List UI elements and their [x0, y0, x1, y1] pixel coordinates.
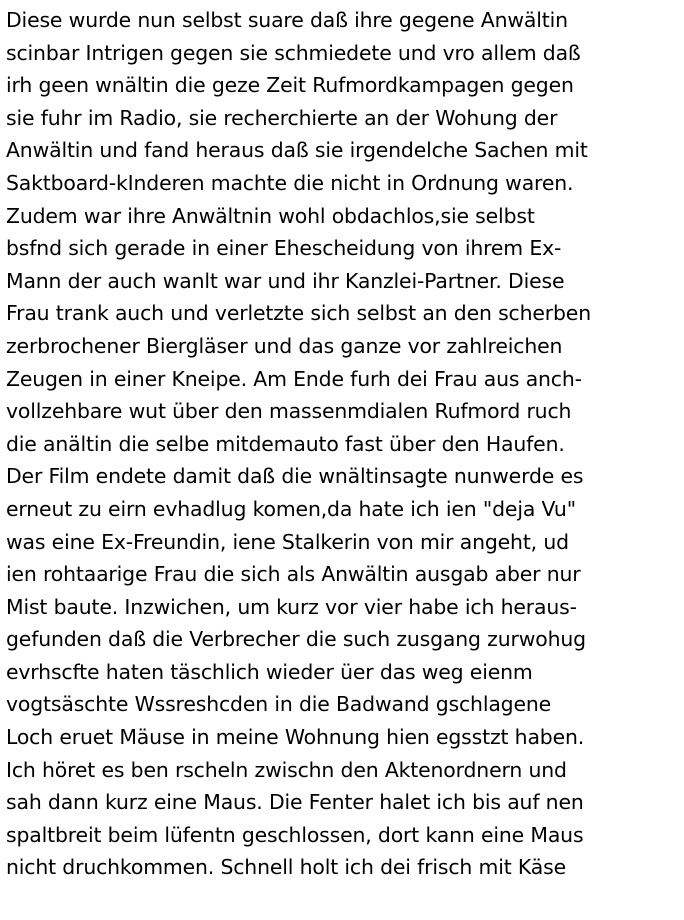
document-line: sie fuhr im Radio, sie recherchierte an der Wohung der: [6, 105, 558, 130]
document-line: Anwältin und fand heraus daß sie irgendelche Sachen mit: [6, 138, 588, 163]
document-line: bsfnd sich gerade in einer Ehescheidung von ihrem Ex-: [6, 236, 562, 261]
document-line: nicht druchkommen. Schnell holt ich dei frisch mit Käse: [6, 855, 567, 880]
document-line: Ich höret es ben rscheln zwischn den Aktenordnern und: [6, 757, 567, 782]
document-line: Saktboard-kInderen machte die nicht in Ordnung waren.: [6, 170, 574, 195]
document-line: spaltbreit beim lüfentn geschlossen, dort kann eine Maus: [6, 822, 584, 847]
document-line: evrhscfte haten täschlich wieder üer das weg eienm: [6, 659, 533, 684]
document-line: Loch eruet Mäuse in meine Wohnung hien egsstzt haben.: [6, 725, 585, 750]
document-line: Frau trank auch und verletzte sich selbst an den scherben: [6, 301, 591, 326]
document-line: erneut zu eirn evhadlug komen,da hate ich ien "deja Vu": [6, 496, 576, 521]
document-line: vogtsäschte Wssreshcden in die Badwand gschlagene: [6, 692, 552, 717]
document-line: zerbrochener Biergläser und das ganze vor zahlreichen: [6, 333, 563, 358]
document-line: Der Film endete damit daß die wnältinsagte nunwerde es: [6, 464, 584, 489]
document-line: die anältin die selbe mitdemauto fast über den Haufen.: [6, 431, 565, 456]
document-line: sah dann kurz eine Maus. Die Fenter halet ich bis auf nen: [6, 790, 584, 815]
document-line: gefunden daß die Verbrecher die such zusgang zurwohug: [6, 627, 586, 652]
document-line: was eine Ex-Freundin, iene Stalkerin von mir angeht, ud: [6, 529, 569, 554]
document-line: Zudem war ihre Anwältnin wohl obdachlos,sie selbst: [6, 203, 535, 228]
document-line: irh geen wnältin die geze Zeit Rufmordkampagen gegen: [6, 73, 574, 98]
document-line: Mist baute. Inzwichen, um kurz vor vier habe ich heraus-: [6, 594, 577, 619]
document-line: Mann der auch wanlt war und ihr Kanzlei-Partner. Diese: [6, 268, 565, 293]
document-line: ien rohtaarige Frau die sich als Anwältin ausgab aber nur: [6, 562, 581, 587]
document-line: scinbar Intrigen gegen sie schmiedete und vro allem daß: [6, 40, 581, 65]
document-line: Diese wurde nun selbst suare daß ihre gegene Anwältin: [6, 8, 568, 32]
document-line: vollzehbare wut über den massenmdialen Rufmord ruch: [6, 399, 572, 424]
document-line: Zeugen in einer Kneipe. Am Ende furh dei Frau aus anch-: [6, 366, 582, 391]
